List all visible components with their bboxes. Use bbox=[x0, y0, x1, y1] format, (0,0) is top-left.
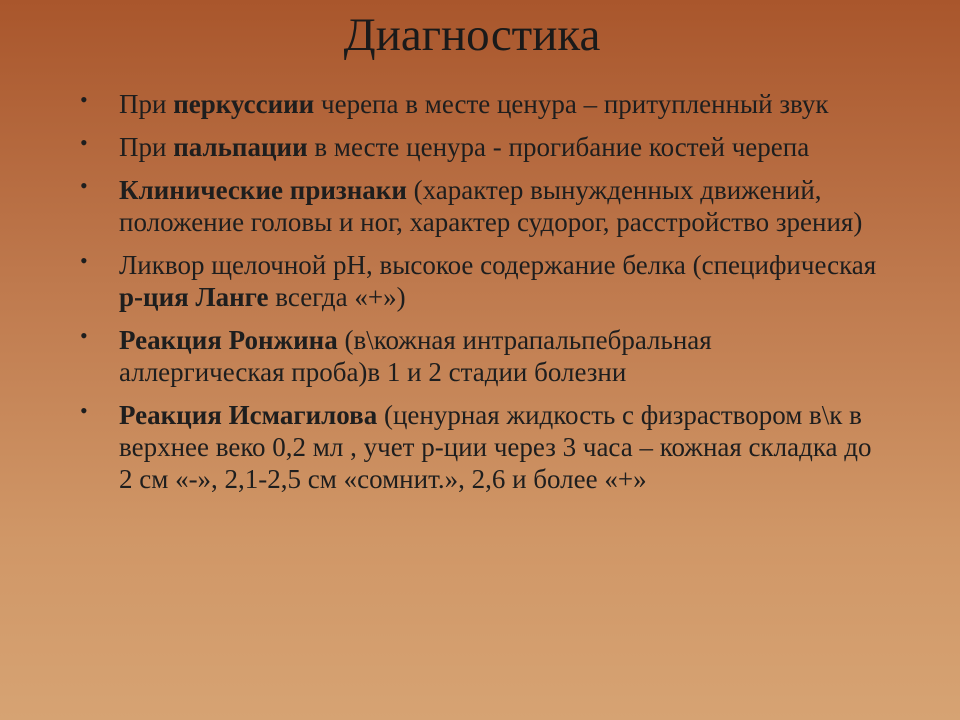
slide-title: Диагностика bbox=[343, 9, 601, 61]
bullet-dot-icon: • bbox=[80, 323, 88, 348]
bullet-dot-icon: • bbox=[80, 87, 88, 112]
bullet-item bbox=[80, 324, 880, 388]
bullet-item bbox=[80, 131, 880, 163]
bullet-dot-icon: • bbox=[80, 398, 88, 423]
bullet-item bbox=[80, 174, 880, 238]
bullet-dot-icon: • bbox=[80, 173, 88, 198]
bullet-item bbox=[80, 249, 880, 313]
bullet-text: Ликвор щелочной рН, высокое содержание белка (специфическая р-ция Ланге всегда «+») bbox=[119, 250, 877, 312]
bullet-list bbox=[80, 88, 880, 506]
bullet-text: Реакция Ронжина (в\кожная интрапальпебральная аллергическая проба)в 1 и 2 стадии болезни bbox=[119, 325, 712, 387]
bullet-dot-icon: • bbox=[80, 130, 88, 155]
bullet-text: При перкуссиии черепа в месте ценура – притупленный звук bbox=[119, 89, 829, 119]
bullet-item bbox=[80, 399, 880, 495]
bullet-text: Клинические признаки (характер вынужденных движений, положение головы и ног, характер судорог, расстройство зрения) bbox=[119, 175, 863, 237]
bullet-dot-icon: • bbox=[80, 248, 88, 273]
bullet-item bbox=[80, 88, 880, 120]
bullet-text: При пальпации в месте ценура - прогибание костей черепа bbox=[119, 132, 810, 162]
bullet-text: Реакция Исмагилова (ценурная жидкость с физраствором в\к в верхнее веко 0,2 мл , учет р-ции через 3 часа – кожная складка до 2 см «-», 2,1-2,5 см «сомнит.», 2,6 и более «+» bbox=[119, 400, 872, 494]
